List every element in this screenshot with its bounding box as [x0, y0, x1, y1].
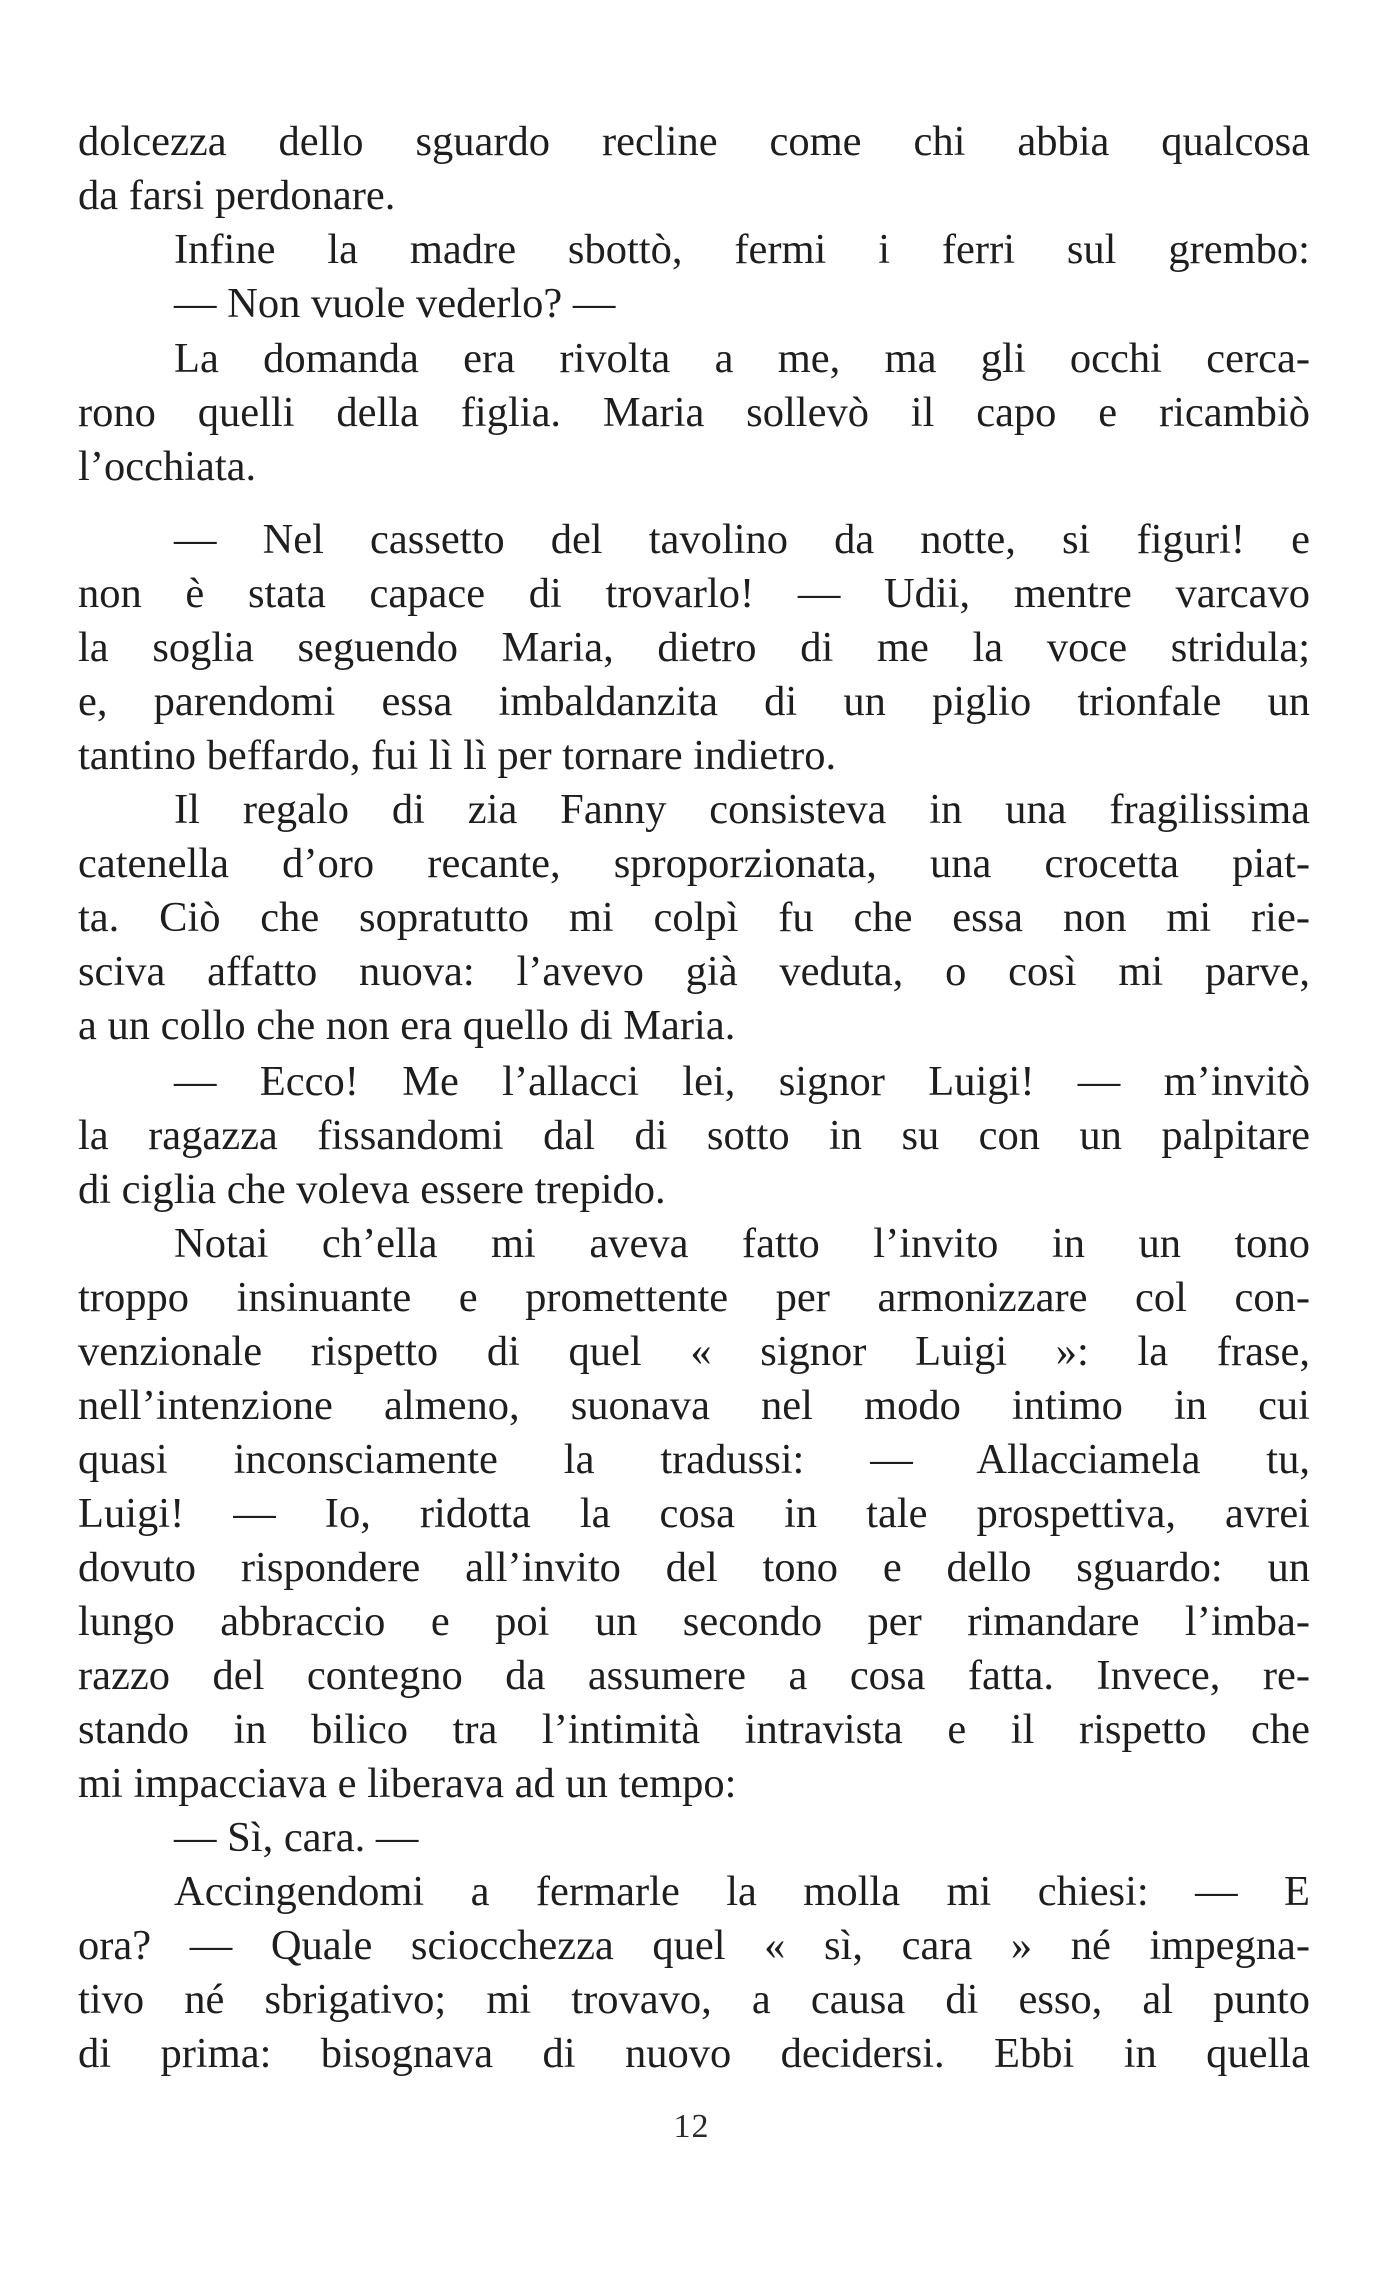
text-line: non è stata capace di trovarlo! — Udii, mentre varcavo: [78, 570, 1310, 617]
text-line: stando in bilico tra l’intimità intravista e il rispetto che: [78, 1706, 1310, 1753]
text-line: — Non vuole vederlo? —: [174, 280, 616, 327]
text-line: ta. Ciò che sopratutto mi colpì fu che essa non mi rie-: [78, 894, 1310, 941]
text-line: sciva affatto nuova: l’avevo già veduta, o così mi parve,: [78, 948, 1310, 995]
text-line: catenella d’oro recante, sproporzionata, una crocetta piat-: [78, 840, 1310, 887]
page-number: 12: [673, 2108, 710, 2145]
text-line: di prima: bisognava di nuovo decidersi. Ebbi in quella: [78, 2030, 1310, 2077]
text-line: troppo insinuante e promettente per armonizzare col con-: [78, 1274, 1310, 1321]
text-line: da farsi perdonare.: [78, 172, 396, 219]
text-line: nell’intenzione almeno, suonava nel modo intimo in cui: [78, 1382, 1310, 1429]
text-line: Il regalo di zia Fanny consisteva in una fragilissima: [174, 786, 1310, 833]
text-line: Notai ch’ella mi aveva fatto l’invito in un tono: [174, 1220, 1310, 1267]
text-line: — Ecco! Me l’allacci lei, signor Luigi! — m’invitò: [174, 1058, 1310, 1105]
text-line: a un collo che non era quello di Maria.: [78, 1002, 736, 1049]
text-line: la ragazza fissandomi dal di sotto in su con un palpitare: [78, 1112, 1310, 1159]
text-line: — Sì, cara. —: [174, 1814, 419, 1861]
text-line: Infine la madre sbottò, fermi i ferri sul grembo:: [174, 226, 1310, 273]
text-line: Luigi! — Io, ridotta la cosa in tale prospettiva, avrei: [78, 1490, 1310, 1537]
text-line: — Nel cassetto del tavolino da notte, si figuri! e: [174, 516, 1310, 563]
text-line: tivo né sbrigativo; mi trovavo, a causa di esso, al punto: [78, 1976, 1310, 2023]
text-line: mi impacciava e liberava ad un tempo:: [78, 1760, 737, 1807]
text-line: dovuto rispondere all’invito del tono e dello sguardo: un: [78, 1544, 1310, 1591]
text-line: e, parendomi essa imbaldanzita di un piglio trionfale un: [78, 678, 1310, 725]
text-line: tantino beffardo, fui lì lì per tornare indietro.: [78, 732, 837, 779]
text-line: l’occhiata.: [78, 443, 257, 490]
text-line: razzo del contegno da assumere a cosa fatta. Invece, re-: [78, 1652, 1310, 1699]
text-line: Accingendomi a fermarle la molla mi chiesi: — E: [174, 1868, 1310, 1915]
text-line: rono quelli della figlia. Maria sollevò il capo e ricambiò: [78, 389, 1310, 436]
text-line: quasi inconsciamente la tradussi: — Allacciamela tu,: [78, 1436, 1310, 1483]
text-line: La domanda era rivolta a me, ma gli occhi cerca-: [174, 335, 1310, 382]
text-line: dolcezza dello sguardo recline come chi abbia qualcosa: [78, 118, 1310, 165]
text-line: venzionale rispetto di quel « signor Luigi »: la frase,: [78, 1328, 1310, 1375]
text-line: ora? — Quale sciocchezza quel « sì, cara » né impegna-: [78, 1922, 1310, 1969]
text-line: lungo abbraccio e poi un secondo per rimandare l’imba-: [78, 1598, 1310, 1645]
text-line: di ciglia che voleva essere trepido.: [78, 1166, 666, 1213]
text-line: la soglia seguendo Maria, dietro di me la voce stridula;: [78, 624, 1310, 671]
